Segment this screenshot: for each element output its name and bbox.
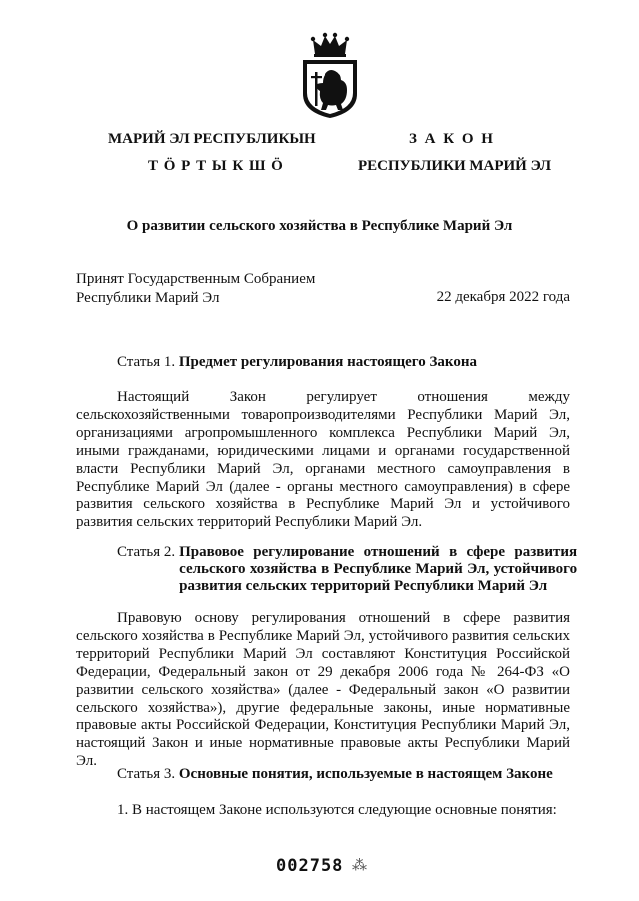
article-1-heading [117,354,477,371]
article-2-text: Правовую основу регулирования отношений в сфере развития сельского хозяйства в Республике Марий Эл, устойчивого развития сельских территорий Республики Марий Эл составляют Конституция Российской Федерации, Федеральный закон от 29 декабря 2006 года № 264-ФЗ «О развитии сельского хозяйства» (далее - Федеральный закон «О развитии сельского хозяйства»), другие федеральные законы, иные нормативные правовые акты Российской Федерации, Конституция Республики Марий Эл, настоящий Закон и иные нормативные правовые акты Республики Марий Эл. [76,610,570,770]
article-1-title: Предмет регулирования настоящего Закона [178,354,477,370]
article-1-label: Статья 1. [117,354,176,370]
law-title: О развитии сельского хозяйства в Республике Марий Эл [126,218,513,234]
header-left-line2: Т Ӧ Р Т Ы К Ш Ӧ [148,158,284,174]
adopted-line2: Республики Марий Эл [76,290,220,306]
serial-number: 002758 [276,856,344,876]
article-3-label: Статья 3. [117,766,176,782]
header-right-line1: З А К О Н [409,131,495,147]
coat-of-arms-emblem [297,32,363,120]
serial-mark: ⁂ [352,858,367,874]
article-3-heading [117,766,553,783]
adopted-line1: Принят Государственным Собранием [76,271,316,287]
header-left-line1: МАРИЙ ЭЛ РЕСПУБЛИКЫН [108,131,316,147]
header-right-line2: РЕСПУБЛИКИ МАРИЙ ЭЛ [358,158,552,174]
article-2-title: Правовое регулирование отношений в сфере развития сельского хозяйства в Республике Марий Эл, устойчивого развития сельских территорий Республики Марий Эл [179,544,578,594]
article-2-label: Статья 2. [117,544,176,560]
adoption-info [76,270,315,308]
article-3-title: Основные понятия, используемые в настоящем Законе [178,766,553,782]
article-3-item-1: 1. В настоящем Законе используются следующие основные понятия: [117,802,557,818]
article-1-text: Настоящий Закон регулирует отношения между сельскохозяйственными товаропроизводителями Республики Марий Эл, организациями агропромышленного комплекса Республики Марий Эл, иными гражданами, юридическими лицами и органами государственной власти Республики Марий Эл, органами местного самоуправления в Республике Марий Эл (далее - органы местного самоуправления) в сфере развития сельского хозяйства в Республике Марий Эл и устойчивого развития сельских территорий Республики Марий Эл. [76,389,570,531]
article-2-heading [117,544,577,595]
adoption-date: 22 декабря 2022 года [436,289,570,305]
